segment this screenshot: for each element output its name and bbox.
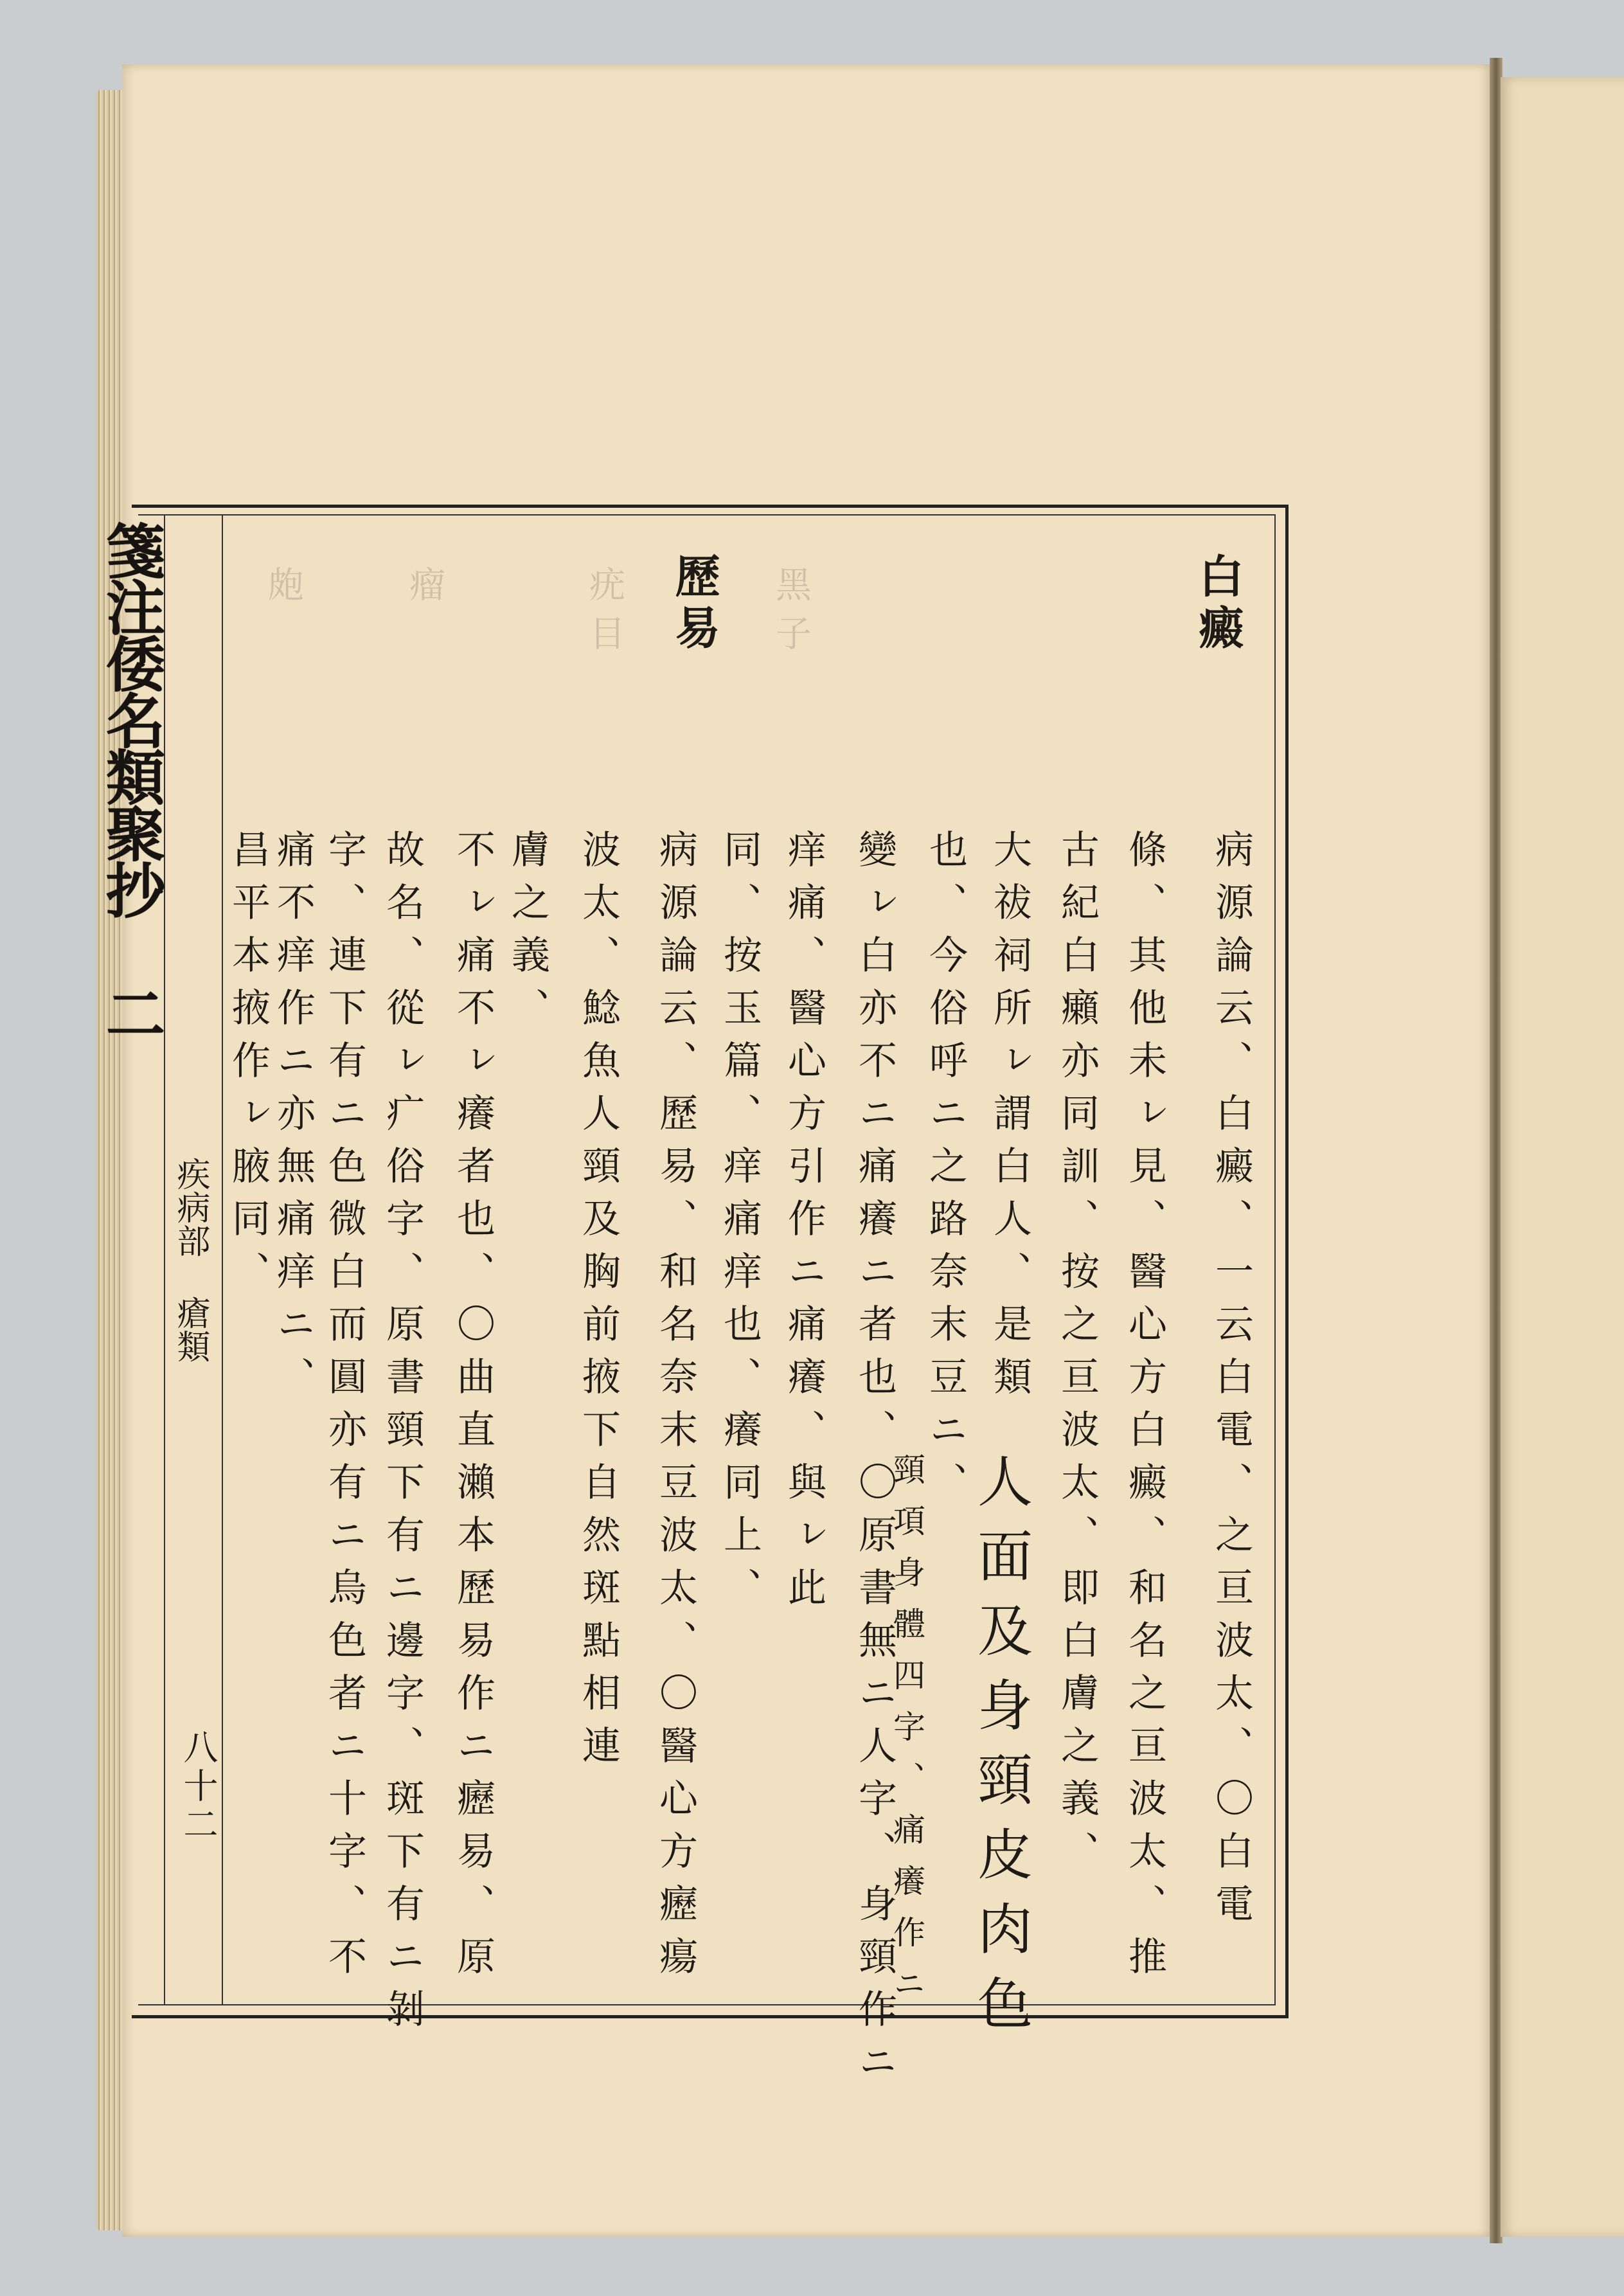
page-number: 八十二 (178, 1729, 219, 1845)
entry-heading: 白癜 (1191, 553, 1245, 656)
bleed-through-text: 皰 (262, 566, 304, 614)
text-column: 痛不痒作ニ亦無痛痒ニ、 (271, 829, 316, 1409)
text-column: 不ㇾ痛不ㇾ癢者也、〇曲直瀨本歷易作ニ癧易、原 (451, 829, 495, 1989)
text-column: 字、連下有ニ色微白而圓亦有ニ烏色者ニ十字、不 (322, 829, 367, 1989)
text-column: 變ㇾ白亦不ニ痛癢ニ者也、〇原書無ニ人字、身頸作ニ (852, 829, 897, 2094)
text-column: 也、今俗呼ニ之路奈末豆ニ、 (923, 829, 968, 1514)
text-column: 同、按玉篇、痒痛痒也、癢同上、 (717, 829, 762, 1620)
bleed-through-text: 瘤 (404, 566, 445, 614)
text-column: 病源論云、歷易、和名奈末豆波太、〇醫心方癧瘍 (653, 829, 698, 1989)
entry-heading: 歷易 (668, 553, 721, 656)
section-name: 疾病部 瘡類 (171, 1157, 210, 1363)
text-column: 大祓祠所ㇾ謂白人、是類 (987, 829, 1032, 1409)
book-title: 箋注倭名類聚抄 二 (96, 521, 166, 1040)
text-column: 膚之義、 (505, 829, 550, 1040)
text-column: 波太、鯰魚人頸及胸前掖下自然斑點相連 (576, 829, 621, 1778)
text-column-small: 頸項身體四字、痛癢作ニ (888, 1453, 925, 2018)
text-column: 痒痛、醫心方引作ニ痛癢、與ㇾ此 (781, 829, 826, 1620)
text-column: 病源論云、白癜、一云白電、之亘波太、〇白電 (1209, 829, 1254, 1936)
text-column: 昌平本掖作ㇾ腋同、 (226, 829, 271, 1304)
bleed-through-text: 疣目 (584, 566, 625, 663)
bleed-through-text: 黑子 (770, 566, 812, 663)
facing-page (1501, 77, 1624, 2237)
text-column: 故名、從ㇾ疒俗字、原書頸下有ニ邊字、斑下有ニ剝 (380, 829, 425, 2041)
text-column: 條、其他未ㇾ見、醫心方白癜、和名之亘波太、推 (1122, 829, 1167, 1989)
text-column: 古紀白癩亦同訓、按之亘波太、即白膚之義、 (1055, 829, 1100, 1883)
text-column-large: 人面及身頸皮肉色 (968, 1453, 1032, 2049)
